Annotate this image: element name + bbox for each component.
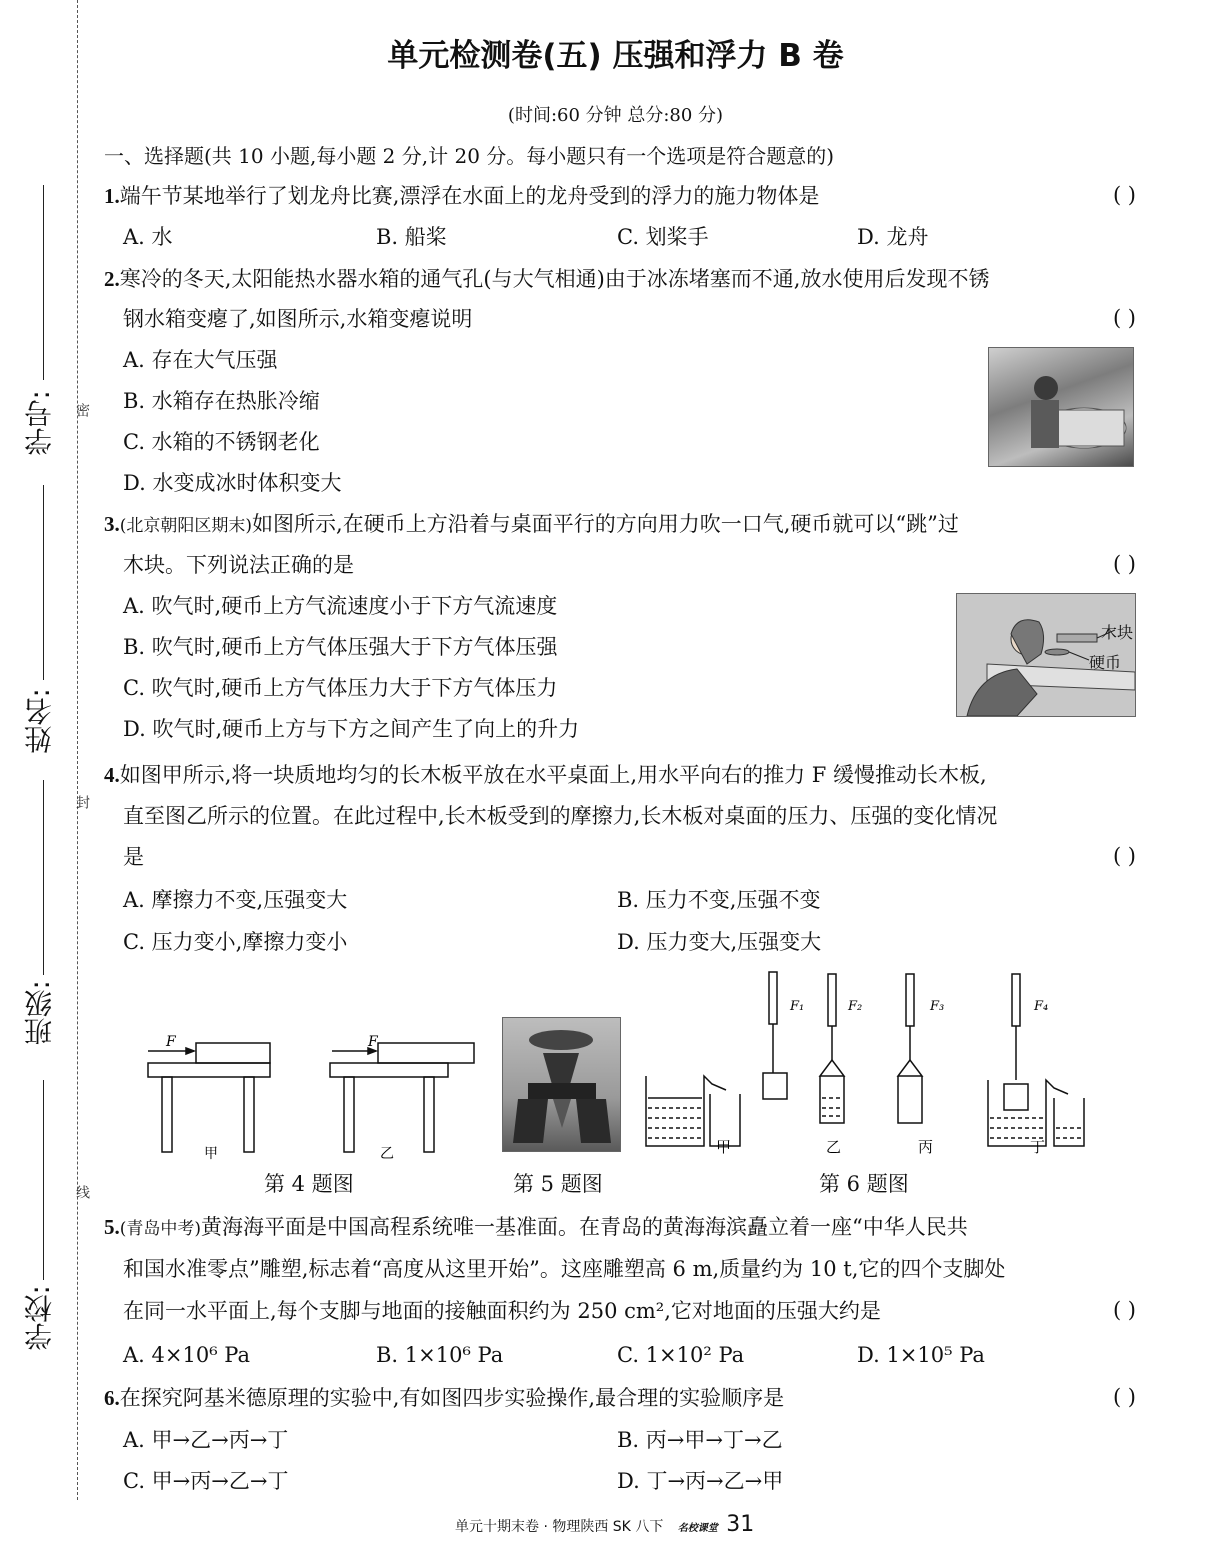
q1-answer-paren[interactable]: ( ): [1112, 183, 1136, 207]
q6-option-a[interactable]: A. 甲→乙→丙→丁: [123, 1428, 289, 1452]
q2-option-d[interactable]: D. 水变成冰时体积变大: [123, 471, 342, 495]
fig4-force-label-jia: F: [166, 1034, 176, 1050]
q3-label-coin: 硬币: [1089, 653, 1122, 672]
q4-stem-line3: 是: [123, 845, 144, 869]
q5-option-a[interactable]: A. 4×10⁶ Pa: [123, 1343, 250, 1367]
q3-answer-paren[interactable]: ( ): [1112, 552, 1136, 576]
fig6-force-f4: F₄: [1034, 999, 1049, 1014]
seal-mark-mi: 密: [74, 403, 90, 417]
q6-option-d[interactable]: D. 丁→丙→乙→甲: [617, 1469, 784, 1493]
q5-option-d[interactable]: D. 1×10⁵ Pa: [857, 1343, 985, 1367]
q4-option-d[interactable]: D. 压力变大,压强变大: [617, 930, 822, 954]
seal-mark-feng: 封: [74, 795, 90, 809]
q4-answer-paren[interactable]: ( ): [1112, 844, 1136, 868]
q3-option-b[interactable]: B. 吹气时,硬币上方气体压强大于下方气体压强: [123, 635, 558, 659]
school-label: 学校:: [23, 1285, 56, 1351]
fig6-force-f3: F₃: [930, 999, 945, 1014]
q2-water-tank-photo: [988, 347, 1134, 467]
q1-option-b[interactable]: B. 船桨: [376, 225, 447, 249]
fig6-force-f2: F₂: [848, 999, 863, 1014]
page-subtitle: (时间:60 分钟 总分:80 分): [507, 105, 724, 126]
q5-option-c[interactable]: C. 1×10² Pa: [617, 1343, 745, 1367]
q1-stem: 1.端午节某地举行了划龙舟比赛,漂浮在水面上的龙舟受到的浮力的施力物体是: [104, 184, 820, 208]
fig4-force-label-yi: F: [368, 1034, 378, 1050]
fig4-board-diagram: [140, 1030, 480, 1160]
fig6-label-bing: 丙: [918, 1138, 934, 1156]
q2-option-a[interactable]: A. 存在大气压强: [123, 348, 278, 372]
q3-stem-line1: 3.(北京朝阳区期末)如图所示,在硬币上方沿着与桌面平行的方向用力吹一口气,硬币就可以“跳”过: [104, 512, 959, 536]
q4-stem-line2: 直至图乙所示的位置。在此过程中,长木板受到的摩擦力,长木板对桌面的压力、压强的变化情况: [123, 804, 998, 828]
footer-text: 单元十期末卷 · 物理陕西 SK 八下: [455, 1519, 664, 1535]
q3-label-block: 木块: [1101, 623, 1134, 642]
school-blank-line[interactable]: [43, 1080, 44, 1280]
q5-stem-line2: 和国水准零点”雕塑,标志着“高度从这里开始”。这座雕塑高 6 m,质量约为 10 t,它的四个支脚处: [123, 1257, 1006, 1281]
student-no-label: 学号:: [23, 390, 56, 456]
q2-stem-line2: 钢水箱变瘪了,如图所示,水箱变瘪说明: [123, 307, 473, 331]
q2-option-b[interactable]: B. 水箱存在热胀冷缩: [123, 389, 320, 413]
fig6-label-ding: 丁: [1030, 1138, 1046, 1156]
q4-option-c[interactable]: C. 压力变小,摩擦力变小: [123, 930, 348, 954]
student-no-blank-line[interactable]: [43, 185, 44, 380]
q2-option-c[interactable]: C. 水箱的不锈钢老化: [123, 430, 320, 454]
fig6-archimedes-diagram: [642, 968, 1092, 1158]
q2-answer-paren[interactable]: ( ): [1112, 306, 1136, 330]
section-heading: 一、选择题(共 10 小题,每小题 2 分,计 20 分。每小题只有一个选项是符合题意的): [104, 144, 835, 168]
q4-stem-line1: 4.如图甲所示,将一块质地均匀的长木板平放在水平桌面上,用水平向右的推力 F 缓慢推动长木板,: [104, 763, 987, 787]
binding-dashed-line: [77, 0, 78, 1500]
q5-option-b[interactable]: B. 1×10⁶ Pa: [376, 1343, 504, 1367]
q1-option-a[interactable]: A. 水: [123, 225, 173, 249]
q2-stem-line1: 2.寒冷的冬天,太阳能热水器水箱的通气孔(与大气相通)由于冰冻堵塞而不通,放水使用后发现不锈: [104, 267, 990, 291]
fig4-label-jia: 甲: [204, 1146, 218, 1160]
fig6-force-f1: F₁: [790, 999, 805, 1014]
q4-option-a[interactable]: A. 摩擦力不变,压强变大: [123, 888, 348, 912]
q1-option-d[interactable]: D. 龙舟: [857, 225, 929, 249]
q3-option-a[interactable]: A. 吹气时,硬币上方气流速度小于下方气流速度: [123, 594, 558, 618]
fig5-caption: 第 5 题图: [513, 1172, 603, 1196]
footer-brand-logo: 名校课堂: [677, 1523, 718, 1534]
page-title: 单元检测卷(五) 压强和浮力 B 卷: [387, 38, 844, 74]
q4-option-b[interactable]: B. 压力不变,压强不变: [617, 888, 821, 912]
q3-option-c[interactable]: C. 吹气时,硬币上方气体压力大于下方气体压力: [123, 676, 558, 700]
q3-stem-line2: 木块。下列说法正确的是: [123, 553, 354, 577]
class-blank-line[interactable]: [43, 780, 44, 975]
fig5-sculpture-photo: [502, 1017, 621, 1152]
name-blank-line[interactable]: [43, 485, 44, 680]
fig6-caption: 第 6 题图: [819, 1172, 909, 1196]
q5-answer-paren[interactable]: ( ): [1112, 1298, 1136, 1322]
fig6-label-yi: 乙: [826, 1138, 842, 1156]
q6-answer-paren[interactable]: ( ): [1112, 1385, 1136, 1409]
fig6-label-jia: 甲: [716, 1138, 732, 1156]
seal-mark-xian: 线: [74, 1185, 90, 1199]
q6-stem: 6.在探究阿基米德原理的实验中,有如图四步实验操作,最合理的实验顺序是: [104, 1386, 785, 1410]
q1-option-c[interactable]: C. 划桨手: [617, 225, 709, 249]
q5-stem-line1: 5.(青岛中考)黄海海平面是中国高程系统唯一基准面。在青岛的黄海海滨矗立着一座“中华人民共: [104, 1215, 968, 1239]
q3-coin-illustration: [956, 593, 1136, 717]
q3-option-d[interactable]: D. 吹气时,硬币上方与下方之间产生了向上的升力: [123, 717, 580, 741]
page-footer: [455, 1512, 754, 1537]
q6-option-c[interactable]: C. 甲→丙→乙→丁: [123, 1469, 289, 1493]
fig4-label-yi: 乙: [380, 1146, 394, 1160]
class-label: 班级:: [23, 980, 56, 1046]
name-label: 姓名:: [23, 688, 56, 754]
fig4-caption: 第 4 题图: [264, 1172, 354, 1196]
q5-stem-line3: 在同一水平面上,每个支脚与地面的接触面积约为 250 cm²,它对地面的压强大约是: [123, 1299, 881, 1323]
page-number: 31: [726, 1512, 755, 1537]
q6-option-b[interactable]: B. 丙→甲→丁→乙: [617, 1428, 783, 1452]
